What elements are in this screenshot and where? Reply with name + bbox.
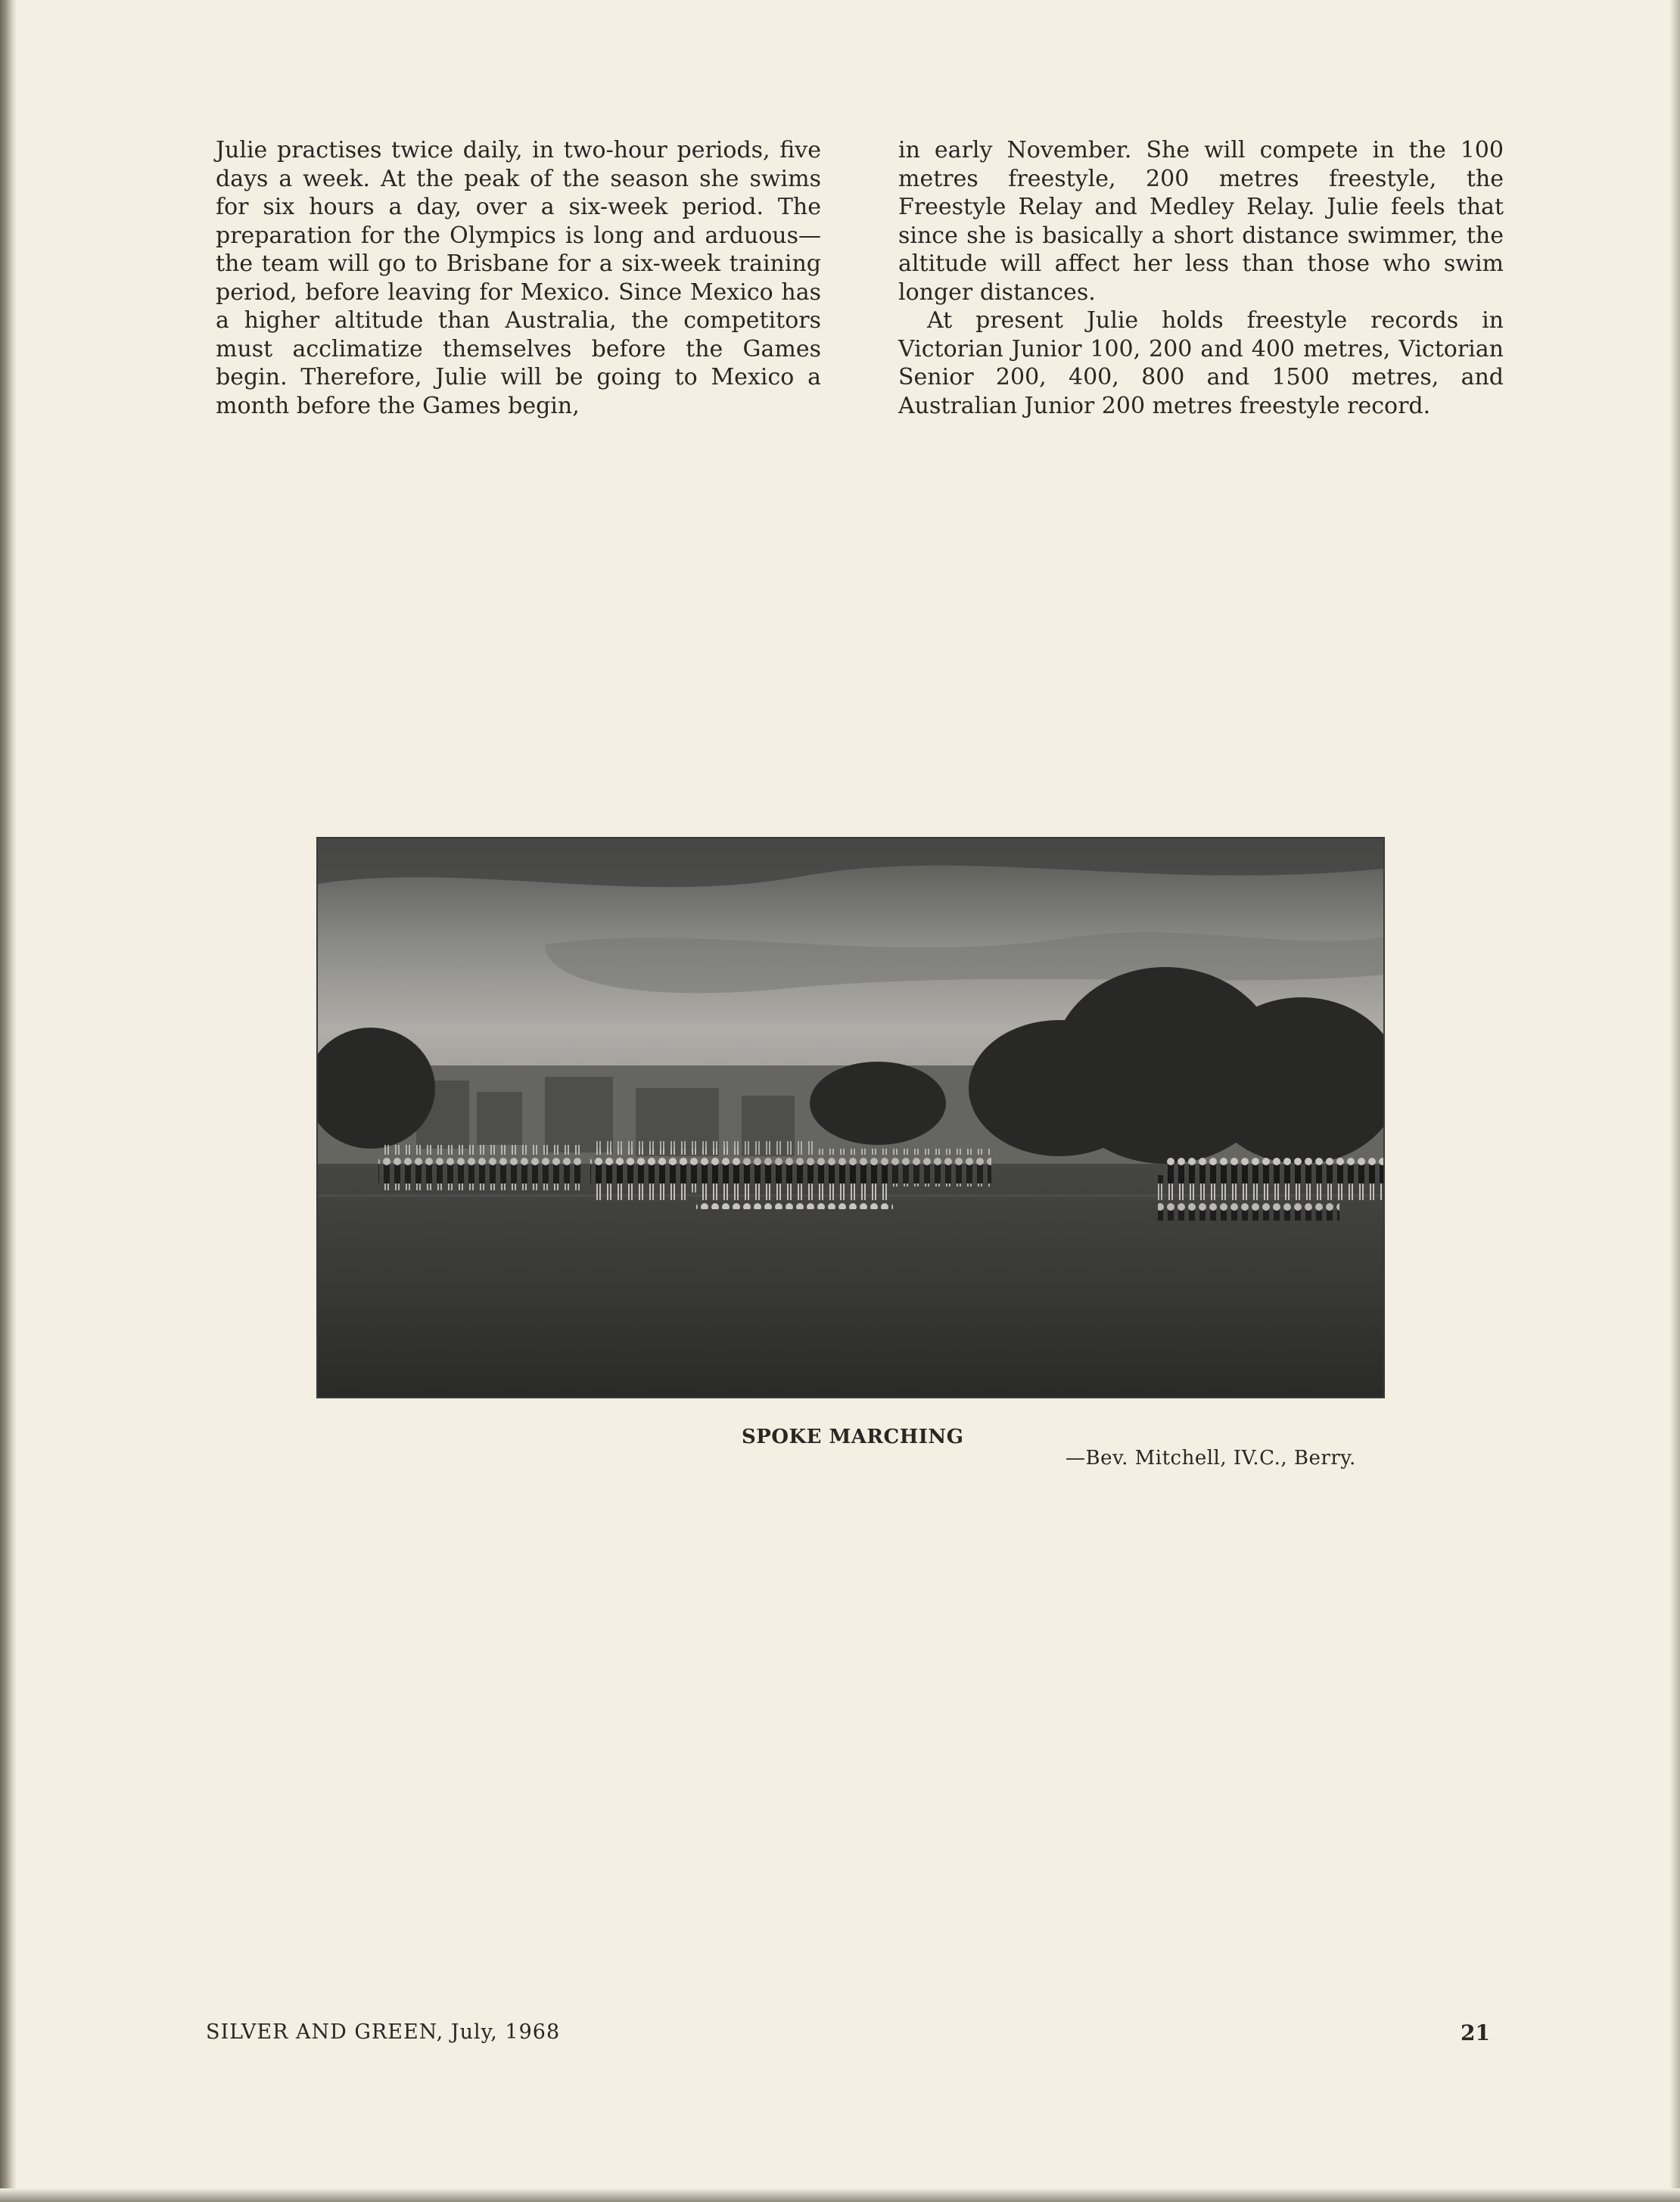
photo-caption: SPOKE MARCHING <box>742 1426 964 1448</box>
article-paragraph: Julie practises twice daily, in two-hour periods, five days a week. At the peak of the season she swims for six hours a day, over a six-week period. The preparation for the Olympics is long and arduous—the team will go to Brisbane for a six-week training period, before leaving for Mexico. Since Mexico has a higher altitude than Australia, the competitors must acclimatize themselves before the Games begin. Therefore, Julie will be going to Mexico a month before the Games begin, <box>216 137 821 419</box>
page-binding-edge <box>0 0 17 2202</box>
article-paragraph: At present Julie holds freestyle records in Victorian Junior 100, 200 and 400 metres, Victorian Senior 200, 400, 800 and 1500 metres, and Australian Junior 200 metres freestyle record. <box>898 307 1504 419</box>
article-paragraph: in early November. She will compete in the 100 metres freestyle, 200 metres freestyle, the Freestyle Relay and Medley Relay. Julie feels that since she is basically a short distance swimmer, the altitude will affect her less than those who swim longer distances. <box>898 137 1504 306</box>
photo-credit: —Bev. Mitchell, IV.C., Berry. <box>1066 1447 1356 1470</box>
page-bottom-edge <box>0 2188 1680 2202</box>
marching-photo <box>318 838 1383 1397</box>
page-right-edge <box>1669 0 1680 2202</box>
publication-footer: SILVER AND GREEN, July, 1968 <box>206 2020 561 2044</box>
article-right-column <box>898 136 1504 420</box>
marching-photo-image <box>318 838 1383 1397</box>
article-left-column <box>216 136 821 420</box>
page-number: 21 <box>1461 2020 1490 2045</box>
